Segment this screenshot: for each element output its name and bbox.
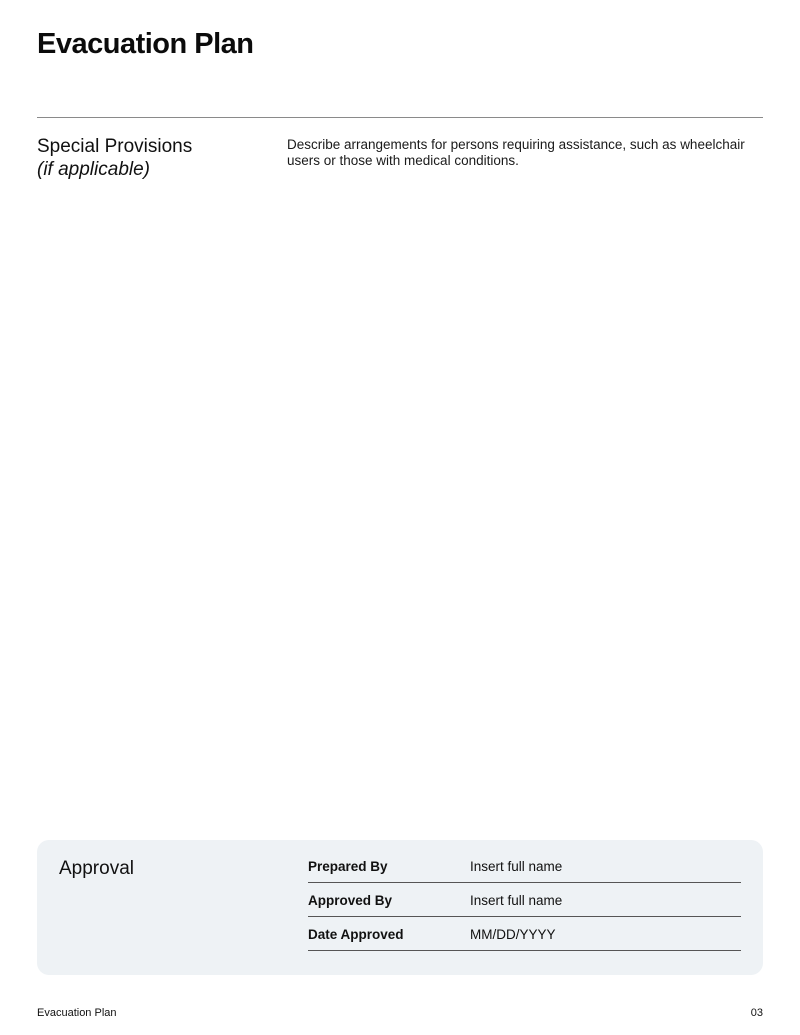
approved-by-field[interactable]: Insert full name (470, 892, 563, 908)
footer-page-number: 03 (750, 1007, 763, 1019)
approval-panel (37, 840, 763, 975)
prepared-by-field[interactable]: Insert full name (470, 858, 563, 874)
footer-document-name: Evacuation Plan (37, 1007, 117, 1019)
approval-row-prepared-by (308, 850, 741, 883)
prepared-by-label: Prepared By (308, 858, 388, 874)
special-provisions-description[interactable]: Describe arrangements for persons requiring assistance, such as wheelchair users or those with medical conditions. (287, 137, 745, 168)
approved-by-label: Approved By (308, 892, 393, 908)
special-provisions-title: Special Provisions (37, 136, 193, 157)
page-title: Evacuation Plan (37, 28, 254, 60)
special-provisions-sublabel: (if applicable) (37, 159, 150, 180)
date-approved-label: Date Approved (308, 926, 404, 942)
date-approved-field[interactable]: MM/DD/YYYY (470, 926, 556, 942)
approval-heading: Approval (59, 858, 134, 879)
approval-row-approved-by (308, 884, 741, 917)
special-provisions-label (37, 135, 192, 181)
approval-table (308, 850, 741, 952)
title-divider (37, 117, 763, 118)
approval-row-date-approved (308, 918, 741, 951)
